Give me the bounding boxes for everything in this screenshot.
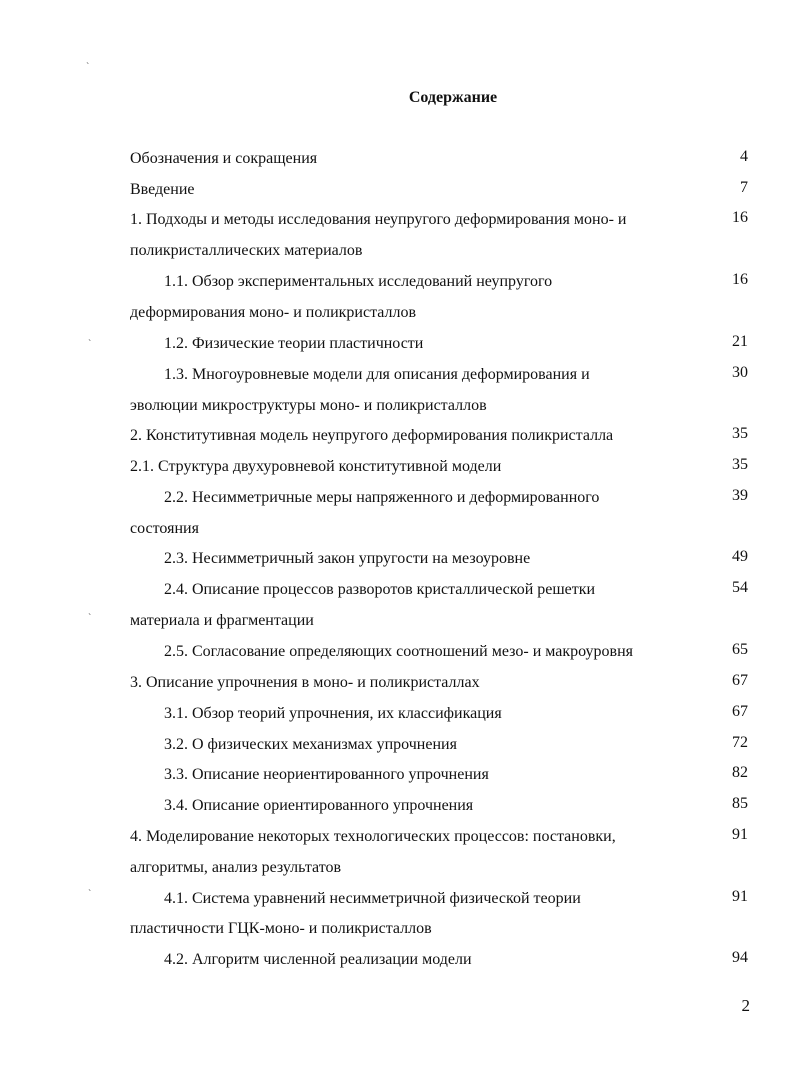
toc-page-number: 91 [732,826,748,843]
toc-entry-text: 1. Подходы и методы исследования неупругого деформирования моно- и [130,211,627,228]
toc-page-number: 4 [740,148,748,165]
toc-entry-text: 4. Моделирование некоторых технологических процессов: постановки, [130,828,616,845]
toc-page-number: 94 [732,949,748,966]
toc-page-number: 35 [732,425,748,442]
toc-page-number: 21 [732,333,748,350]
toc-entry-text: 1.2. Физические теории пластичности [164,335,424,352]
toc-page-number: 91 [732,888,748,905]
toc-entry-text: 4.2. Алгоритм численной реализации модели [164,951,472,968]
toc-entry-text-continued: алгоритмы, анализ результатов [130,859,342,876]
toc-page-number: 16 [732,271,748,288]
toc-page-number: 67 [732,672,748,689]
scan-speck-icon: ` [88,339,92,350]
toc-page-number: 16 [732,209,748,226]
toc-entry-text: Введение [130,181,195,198]
toc-page-number: 54 [732,579,748,596]
toc-page-number: 30 [732,364,748,381]
page-title: Содержание [408,89,498,106]
toc-entry-text-continued: деформирования моно- и поликристаллов [130,304,417,321]
toc-entry-text: 1.3. Многоуровневые модели для описания деформирования и [164,366,590,383]
toc-page-number: 49 [732,548,748,565]
toc-page-number: 67 [732,703,748,720]
toc-entry-text-continued: эволюции микроструктуры моно- и поликристаллов [130,397,487,414]
toc-entry-text: 1.1. Обзор экспериментальных исследований неупругого [164,273,553,290]
toc-page-number: 82 [732,764,748,781]
toc-entry-text: 2.1. Структура двухуровневой конститутивной модели [130,458,502,475]
toc-page-number: 72 [732,734,748,751]
page-number: 2 [741,996,750,1015]
toc-entry-text: 3.1. Обзор теорий упрочнения, их классификация [164,705,502,722]
toc-page-number: 85 [732,795,748,812]
toc-entry-text: 2. Конститутивная модель неупругого деформирования поликристалла [130,427,614,444]
toc-entry-text: 2.3. Несимметричный закон упругости на мезоуровне [164,550,531,567]
toc-entry-text: 3. Описание упрочнения в моно- и поликристаллах [130,674,480,691]
scan-speck-icon: ` [88,613,92,624]
toc-page-number: 65 [732,641,748,658]
toc-entry-text-continued: поликристаллических материалов [130,242,363,259]
toc-entry-text: 2.4. Описание процессов разворотов кристаллической решетки [164,581,596,598]
scan-speck-icon: ` [88,889,92,900]
toc-page-number: 39 [732,487,748,504]
toc-entry-text-continued: состояния [130,520,199,537]
toc-page-number: 35 [732,456,748,473]
toc-entry-text: 2.2. Несимметричные меры напряженного и деформированного [164,489,600,506]
toc-entry-text-continued: материала и фрагментации [130,612,314,629]
toc-entry-text: 3.3. Описание неориентированного упрочнения [164,766,489,783]
toc-entry-text: 2.5. Согласование определяющих соотношений мезо- и макроуровня [164,643,634,660]
toc-entry-text: Обозначения и сокращения [130,150,318,167]
toc-entry-text: 3.4. Описание ориентированного упрочнения [164,797,474,814]
toc-entry-text-continued: пластичности ГЦК-моно- и поликристаллов [130,920,432,937]
toc-entry-text: 4.1. Система уравнений несимметричной физической теории [164,890,581,907]
toc-entry-text: 3.2. О физических механизмах упрочнения [164,736,457,753]
toc-page-number: 7 [740,179,748,196]
scan-speck-icon: ` [86,62,90,73]
